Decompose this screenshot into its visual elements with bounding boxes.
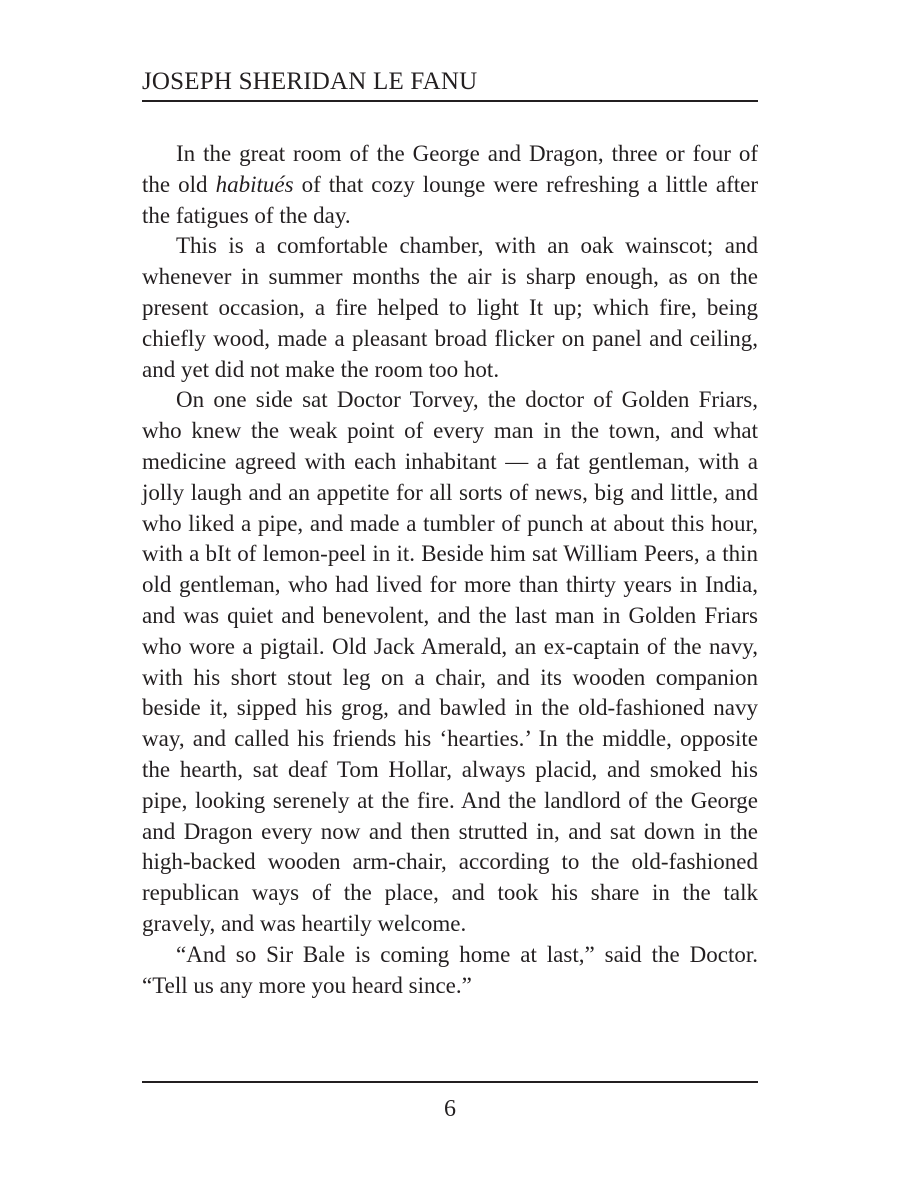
paragraph-3: On one side sat Doctor Torvey, the doctor of Golden Friars, who knew the weak point of every man in the town, and what medicine agreed with each inhabitant — a fat gentleman, with a jolly laugh and an appetite for all sorts of news, big and little, and who liked a pipe, and made a tumbler of punch at about this hour, with a bIt of lemon-peel in it. Beside him sat William Peers, a thin old gentleman, who had lived for more than thirty years in India, and was quiet and benevolent, and the last man in Golden Friars who wore a pigtail. Old Jack Amerald, an ex-captain of the navy, with his short stout leg on a chair, and its wooden companion beside it, sipped his grog, and bawled in the old-fashioned navy way, and called his friends his ‘hearties.’ In the middle, opposite the hearth, sat deaf Tom Hollar, always placid, and smoked his pipe, looking serenely at the fire. And the landlord of the George and Dragon every now and then strutted in, and sat down in the high-backed wooden arm-chair, according to the old-fashioned republican ways of the place, and took his share in the talk gravely, and was heartily welcome. [142, 387, 758, 936]
header-rule [142, 100, 758, 102]
page-number: 6 [444, 1096, 456, 1122]
italic-habitues: habitués [215, 171, 294, 197]
paragraph-4: “And so Sir Bale is coming home at last,” said the Doctor. “Tell us any more you heard since.” [142, 941, 758, 998]
paragraph-1-end: of that cozy lounge were refreshing a little after the fatigues of the day. [142, 171, 758, 228]
footer-rule [142, 1081, 758, 1083]
running-head: JOSEPH SHERIDAN LE FANU [142, 68, 478, 95]
paragraph-1 [142, 139, 758, 231]
paragraph-1-start: In the great room of the George and Dragon, three or four of the old [142, 141, 758, 197]
paragraph-2: This is a comfortable chamber, with an oak wainscot; and whenever in summer months the air is sharp enough, as on the present occasion, a fire helped to light It up; which fire, being chiefly wood, made a pleasant broad flicker on panel and ceiling, and yet did not make the room too hot. [142, 233, 758, 382]
body-text [142, 139, 758, 1001]
